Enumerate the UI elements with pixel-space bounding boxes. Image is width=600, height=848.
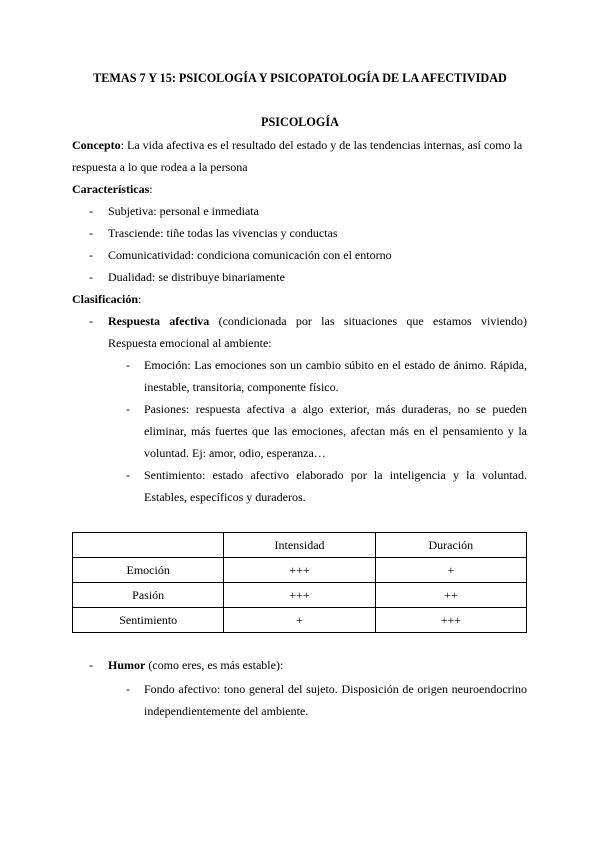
concepto-line-1 [72, 137, 522, 153]
table-cell: Sentimiento [73, 608, 224, 633]
section-heading: PSICOLOGÍA [261, 115, 339, 129]
humor-sub-line-2: independientemente del ambiente. [144, 704, 309, 718]
caracteristicas-label: Características [72, 182, 150, 196]
caracteristicas-heading: Características: [72, 182, 153, 196]
concepto-label: Concepto [72, 138, 121, 152]
table-cell: +++ [224, 583, 375, 608]
table-header-cell [73, 533, 224, 558]
comparison-table [72, 532, 527, 633]
list-item: Dualidad: se distribuye binariamente [108, 270, 285, 284]
concepto-line-2: respuesta a lo que rodea a la persona [72, 160, 248, 174]
bullet: - [89, 658, 93, 672]
table-cell: + [224, 608, 375, 633]
clasificacion-label: Clasificación [72, 292, 138, 306]
humor-sub-line-1: Fondo afectivo: tono general del sujeto. Disposición de origen neuroendocrino [144, 682, 527, 696]
table-header-cell: Duración [375, 533, 526, 558]
table-cell: + [375, 558, 526, 583]
respuesta-line-1: Respuesta afectiva (condicionada por las situaciones que estamos viviendo) [108, 314, 528, 328]
bullet: - [89, 248, 93, 262]
humor-label: Humor [108, 658, 146, 672]
emocion-line-1: Emoción: Las emociones son un cambio súbito en el estado de ánimo. Rápida, [144, 358, 527, 372]
table-row [73, 583, 527, 608]
table-row [73, 608, 527, 633]
clasificacion-heading: Clasificación: [72, 292, 142, 306]
table-cell: ++ [375, 583, 526, 608]
table-row [73, 558, 527, 583]
table-header-row [73, 533, 527, 558]
list-item: Subjetiva: personal e inmediata [108, 204, 259, 218]
table-cell: Emoción [73, 558, 224, 583]
table-cell: +++ [224, 558, 375, 583]
document-title: TEMAS 7 Y 15: PSICOLOGÍA Y PSICOPATOLOGÍA DE LA AFECTIVIDAD [93, 71, 507, 85]
pasiones-line-3: voluntad. Ej: amor, odio, esperanza… [144, 446, 326, 460]
sub-bullet: - [126, 358, 130, 372]
list-item: Trasciende: tiñe todas las vivencias y conductas [108, 226, 338, 240]
table-header-cell: Intensidad [224, 533, 375, 558]
bullet: - [89, 270, 93, 284]
bullet: - [89, 226, 93, 240]
list-item: Comunicatividad: condiciona comunicación con el entorno [108, 248, 392, 262]
respuesta-label: Respuesta afectiva [108, 314, 210, 328]
table-cell: +++ [375, 608, 526, 633]
sentimiento-line-1: Sentimiento: estado afectivo elaborado por la inteligencia y la voluntad. [144, 468, 527, 482]
sub-bullet: - [126, 468, 130, 482]
pasiones-line-2: eliminar, más fuertes que las emociones, afectan más en el pensamiento y la [144, 424, 527, 438]
sub-bullet: - [126, 682, 130, 696]
respuesta-line-2: Respuesta emocional al ambiente: [108, 336, 272, 350]
concepto-text: : La vida afectiva es el resultado del estado y de las tendencias internas, así como la [120, 138, 523, 152]
bullet: - [89, 314, 93, 328]
bullet: - [89, 204, 93, 218]
emocion-line-2: inestable, transitoria, componente físico. [144, 380, 339, 394]
sentimiento-line-2: Estables, específicos y duraderos. [144, 490, 306, 504]
table-cell: Pasión [73, 583, 224, 608]
humor-line: Humor (como eres, es más estable): [108, 658, 284, 672]
pasiones-line-1: Pasiones: respuesta afectiva a algo exterior, más duraderas, no se pueden [144, 402, 527, 416]
sub-bullet: - [126, 402, 130, 416]
